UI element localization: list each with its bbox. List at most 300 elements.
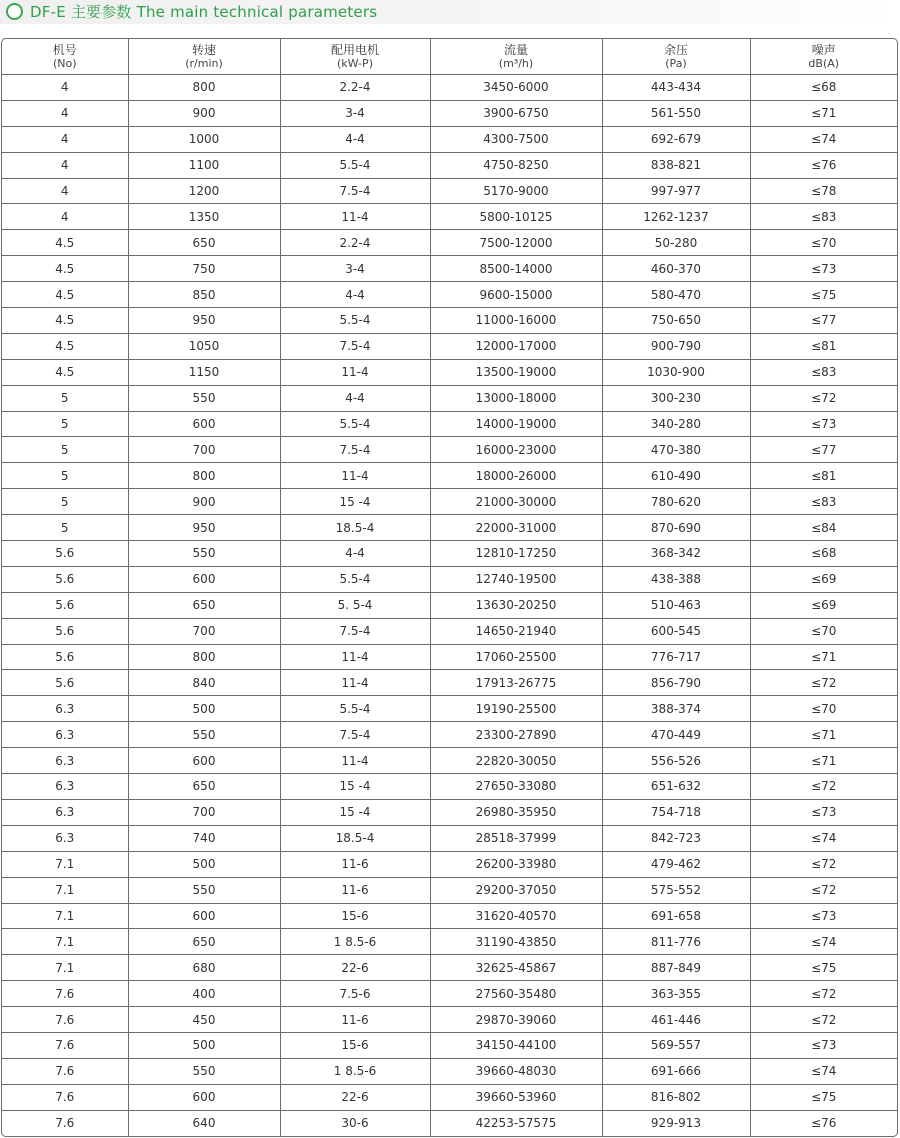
- cell-motor: 15-6: [280, 903, 430, 929]
- cell-speed: 840: [128, 670, 280, 696]
- cell-motor: 7.5-4: [280, 722, 430, 748]
- cell-model-no: 7.6: [2, 1058, 128, 1084]
- table-row: [2, 126, 897, 152]
- cell-speed: 550: [128, 1058, 280, 1084]
- cell-model-no: 7.6: [2, 1084, 128, 1110]
- cell-model-no: 4: [2, 126, 128, 152]
- cell-pressure: 776-717: [602, 644, 750, 670]
- cell-airflow: 5170-9000: [430, 178, 602, 204]
- cell-pressure: 510-463: [602, 592, 750, 618]
- table-row: [2, 333, 897, 359]
- cell-speed: 800: [128, 644, 280, 670]
- section-title: DF-E 主要参数 The main technical parameters: [30, 3, 378, 21]
- cell-speed: 950: [128, 515, 280, 541]
- cell-pressure: 569-557: [602, 1032, 750, 1058]
- cell-motor: 7.5-4: [280, 618, 430, 644]
- cell-pressure: 340-280: [602, 411, 750, 437]
- cell-pressure: 750-650: [602, 308, 750, 334]
- cell-noise: ≤71: [750, 644, 897, 670]
- cell-noise: ≤72: [750, 774, 897, 800]
- cell-motor: 2.2-4: [280, 75, 430, 101]
- cell-pressure: 388-374: [602, 696, 750, 722]
- cell-speed: 500: [128, 851, 280, 877]
- cell-motor: 5.5-4: [280, 696, 430, 722]
- table-row: [2, 696, 897, 722]
- cell-pressure: 870-690: [602, 515, 750, 541]
- cell-noise: ≤77: [750, 308, 897, 334]
- cell-motor: 11-4: [280, 359, 430, 385]
- table-row: [2, 825, 897, 851]
- cell-speed: 650: [128, 230, 280, 256]
- table-row: [2, 541, 897, 567]
- cell-airflow: 22000-31000: [430, 515, 602, 541]
- cell-motor: 15-6: [280, 1032, 430, 1058]
- cell-motor: 5.5-4: [280, 566, 430, 592]
- cell-model-no: 4: [2, 178, 128, 204]
- cell-speed: 400: [128, 981, 280, 1007]
- cell-model-no: 6.3: [2, 696, 128, 722]
- cell-pressure: 816-802: [602, 1084, 750, 1110]
- cell-noise: ≤69: [750, 592, 897, 618]
- cell-pressure: 887-849: [602, 955, 750, 981]
- cell-noise: ≤78: [750, 178, 897, 204]
- cell-motor: 11-6: [280, 877, 430, 903]
- cell-model-no: 5.6: [2, 618, 128, 644]
- cell-model-no: 7.6: [2, 1110, 128, 1135]
- cell-motor: 15 -4: [280, 489, 430, 515]
- table-row: [2, 230, 897, 256]
- cell-model-no: 7.1: [2, 903, 128, 929]
- table-row: [2, 178, 897, 204]
- cell-speed: 1150: [128, 359, 280, 385]
- cell-speed: 650: [128, 592, 280, 618]
- cell-airflow: 29200-37050: [430, 877, 602, 903]
- table-row: [2, 515, 897, 541]
- cell-airflow: 12000-17000: [430, 333, 602, 359]
- cell-motor: 22-6: [280, 1084, 430, 1110]
- cell-motor: 30-6: [280, 1110, 430, 1135]
- cell-pressure: 780-620: [602, 489, 750, 515]
- cell-model-no: 7.1: [2, 929, 128, 955]
- table-row: [2, 437, 897, 463]
- table-row: [2, 1032, 897, 1058]
- cell-noise: ≤70: [750, 230, 897, 256]
- cell-noise: ≤71: [750, 722, 897, 748]
- cell-motor: 4-4: [280, 126, 430, 152]
- cell-airflow: 17060-25500: [430, 644, 602, 670]
- cell-airflow: 13500-19000: [430, 359, 602, 385]
- cell-noise: ≤71: [750, 100, 897, 126]
- table-row: [2, 1007, 897, 1033]
- parameters-table-frame: [1, 38, 898, 1137]
- cell-model-no: 4: [2, 152, 128, 178]
- cell-model-no: 7.1: [2, 955, 128, 981]
- cell-pressure: 997-977: [602, 178, 750, 204]
- cell-model-no: 7.1: [2, 877, 128, 903]
- cell-speed: 450: [128, 1007, 280, 1033]
- table-row: [2, 359, 897, 385]
- header-airflow: 流量 (m³/h): [430, 39, 602, 75]
- cell-noise: ≤72: [750, 1007, 897, 1033]
- cell-speed: 950: [128, 308, 280, 334]
- cell-noise: ≤74: [750, 929, 897, 955]
- cell-noise: ≤81: [750, 333, 897, 359]
- cell-speed: 1100: [128, 152, 280, 178]
- cell-airflow: 31190-43850: [430, 929, 602, 955]
- section-title-bar: [0, 0, 900, 24]
- cell-speed: 1000: [128, 126, 280, 152]
- cell-pressure: 691-666: [602, 1058, 750, 1084]
- cell-speed: 640: [128, 1110, 280, 1135]
- cell-airflow: 7500-12000: [430, 230, 602, 256]
- cell-airflow: 12740-19500: [430, 566, 602, 592]
- cell-noise: ≤72: [750, 385, 897, 411]
- cell-speed: 600: [128, 903, 280, 929]
- cell-pressure: 811-776: [602, 929, 750, 955]
- table-row: [2, 1058, 897, 1084]
- cell-noise: ≤73: [750, 1032, 897, 1058]
- cell-pressure: 856-790: [602, 670, 750, 696]
- header-motor: 配用电机 (kW-P): [280, 39, 430, 75]
- cell-airflow: 16000-23000: [430, 437, 602, 463]
- table-row: [2, 799, 897, 825]
- cell-motor: 4-4: [280, 385, 430, 411]
- cell-model-no: 5.6: [2, 644, 128, 670]
- cell-airflow: 12810-17250: [430, 541, 602, 567]
- cell-model-no: 4.5: [2, 256, 128, 282]
- cell-speed: 550: [128, 385, 280, 411]
- table-row: [2, 644, 897, 670]
- cell-motor: 4-4: [280, 541, 430, 567]
- cell-model-no: 4.5: [2, 230, 128, 256]
- cell-airflow: 26200-33980: [430, 851, 602, 877]
- table-row: [2, 592, 897, 618]
- table-row: [2, 851, 897, 877]
- cell-pressure: 470-380: [602, 437, 750, 463]
- cell-speed: 700: [128, 618, 280, 644]
- cell-model-no: 7.6: [2, 981, 128, 1007]
- cell-airflow: 39660-53960: [430, 1084, 602, 1110]
- cell-speed: 600: [128, 748, 280, 774]
- cell-speed: 500: [128, 1032, 280, 1058]
- cell-pressure: 900-790: [602, 333, 750, 359]
- cell-noise: ≤75: [750, 955, 897, 981]
- cell-airflow: 21000-30000: [430, 489, 602, 515]
- cell-noise: ≤71: [750, 748, 897, 774]
- cell-motor: 1 8.5-6: [280, 1058, 430, 1084]
- cell-noise: ≤70: [750, 618, 897, 644]
- cell-airflow: 14000-19000: [430, 411, 602, 437]
- header-model-no: 机号 (No): [52, 42, 77, 70]
- cell-model-no: 5: [2, 411, 128, 437]
- cell-model-no: 6.3: [2, 748, 128, 774]
- cell-noise: ≤69: [750, 566, 897, 592]
- cell-airflow: 14650-21940: [430, 618, 602, 644]
- cell-motor: 2.2-4: [280, 230, 430, 256]
- cell-speed: 500: [128, 696, 280, 722]
- cell-airflow: 26980-35950: [430, 799, 602, 825]
- table-row: [2, 1110, 897, 1135]
- cell-airflow: 19190-25500: [430, 696, 602, 722]
- table-header-row: [2, 39, 897, 75]
- cell-noise: ≤73: [750, 903, 897, 929]
- cell-airflow: 4750-8250: [430, 152, 602, 178]
- cell-noise: ≤73: [750, 256, 897, 282]
- cell-noise: ≤73: [750, 799, 897, 825]
- cell-airflow: 31620-40570: [430, 903, 602, 929]
- cell-speed: 600: [128, 411, 280, 437]
- cell-pressure: 600-545: [602, 618, 750, 644]
- cell-model-no: 5: [2, 489, 128, 515]
- circle-icon: [6, 3, 23, 20]
- cell-pressure: 556-526: [602, 748, 750, 774]
- cell-noise: ≤74: [750, 825, 897, 851]
- cell-model-no: 5: [2, 515, 128, 541]
- table-row: [2, 152, 897, 178]
- cell-motor: 22-6: [280, 955, 430, 981]
- cell-speed: 650: [128, 774, 280, 800]
- cell-model-no: 5.6: [2, 566, 128, 592]
- cell-airflow: 9600-15000: [430, 282, 602, 308]
- cell-motor: 15 -4: [280, 774, 430, 800]
- table-row: [2, 722, 897, 748]
- cell-airflow: 18000-26000: [430, 463, 602, 489]
- table-row: [2, 411, 897, 437]
- cell-airflow: 34150-44100: [430, 1032, 602, 1058]
- cell-airflow: 27650-33080: [430, 774, 602, 800]
- cell-noise: ≤73: [750, 411, 897, 437]
- cell-speed: 1050: [128, 333, 280, 359]
- table-row: [2, 385, 897, 411]
- table-row: [2, 955, 897, 981]
- cell-pressure: 575-552: [602, 877, 750, 903]
- table-row: [2, 929, 897, 955]
- cell-speed: 900: [128, 100, 280, 126]
- cell-motor: 3-4: [280, 100, 430, 126]
- table-row: [2, 748, 897, 774]
- cell-pressure: 754-718: [602, 799, 750, 825]
- cell-speed: 700: [128, 799, 280, 825]
- cell-noise: ≤72: [750, 670, 897, 696]
- cell-pressure: 470-449: [602, 722, 750, 748]
- header-noise: 噪声 dB(A): [750, 39, 897, 75]
- cell-noise: ≤75: [750, 1084, 897, 1110]
- cell-model-no: 7.6: [2, 1032, 128, 1058]
- cell-model-no: 6.3: [2, 799, 128, 825]
- cell-airflow: 11000-16000: [430, 308, 602, 334]
- cell-model-no: 7.1: [2, 851, 128, 877]
- cell-model-no: 5.6: [2, 670, 128, 696]
- cell-pressure: 561-550: [602, 100, 750, 126]
- cell-airflow: 5800-10125: [430, 204, 602, 230]
- cell-motor: 11-6: [280, 851, 430, 877]
- cell-motor: 3-4: [280, 256, 430, 282]
- cell-motor: 11-4: [280, 463, 430, 489]
- cell-motor: 11-4: [280, 204, 430, 230]
- cell-speed: 750: [128, 256, 280, 282]
- cell-airflow: 8500-14000: [430, 256, 602, 282]
- cell-pressure: 50-280: [602, 230, 750, 256]
- cell-speed: 800: [128, 75, 280, 101]
- table-row: [2, 618, 897, 644]
- cell-motor: 18.5-4: [280, 515, 430, 541]
- cell-pressure: 460-370: [602, 256, 750, 282]
- cell-motor: 4-4: [280, 282, 430, 308]
- cell-airflow: 42253-57575: [430, 1110, 602, 1135]
- cell-pressure: 838-821: [602, 152, 750, 178]
- cell-speed: 680: [128, 955, 280, 981]
- cell-model-no: 5: [2, 463, 128, 489]
- cell-pressure: 438-388: [602, 566, 750, 592]
- cell-model-no: 4: [2, 75, 128, 101]
- cell-pressure: 368-342: [602, 541, 750, 567]
- table-row: [2, 903, 897, 929]
- cell-airflow: 29870-39060: [430, 1007, 602, 1033]
- cell-noise: ≤76: [750, 152, 897, 178]
- cell-noise: ≤83: [750, 359, 897, 385]
- cell-model-no: 5.6: [2, 592, 128, 618]
- cell-noise: ≤81: [750, 463, 897, 489]
- cell-airflow: 3450-6000: [430, 75, 602, 101]
- cell-motor: 5.5-4: [280, 308, 430, 334]
- table-row: [2, 981, 897, 1007]
- cell-airflow: 27560-35480: [430, 981, 602, 1007]
- table-row: [2, 670, 897, 696]
- cell-model-no: 6.3: [2, 825, 128, 851]
- cell-speed: 600: [128, 1084, 280, 1110]
- cell-speed: 550: [128, 877, 280, 903]
- table-row: [2, 774, 897, 800]
- cell-airflow: 39660-48030: [430, 1058, 602, 1084]
- cell-pressure: 610-490: [602, 463, 750, 489]
- cell-noise: ≤72: [750, 877, 897, 903]
- cell-noise: ≤70: [750, 696, 897, 722]
- cell-noise: ≤77: [750, 437, 897, 463]
- cell-pressure: 651-632: [602, 774, 750, 800]
- table-row: [2, 1084, 897, 1110]
- cell-airflow: 32625-45867: [430, 955, 602, 981]
- header-speed: 转速 (r/min): [128, 39, 280, 75]
- parameters-table: [2, 39, 897, 1136]
- cell-airflow: 22820-30050: [430, 748, 602, 774]
- cell-pressure: 461-446: [602, 1007, 750, 1033]
- cell-motor: 7.5-4: [280, 333, 430, 359]
- cell-noise: ≤72: [750, 851, 897, 877]
- cell-motor: 5.5-4: [280, 152, 430, 178]
- cell-pressure: 580-470: [602, 282, 750, 308]
- cell-motor: 18.5-4: [280, 825, 430, 851]
- cell-model-no: 4: [2, 100, 128, 126]
- cell-speed: 650: [128, 929, 280, 955]
- cell-model-no: 7.6: [2, 1007, 128, 1033]
- cell-pressure: 300-230: [602, 385, 750, 411]
- cell-speed: 1200: [128, 178, 280, 204]
- table-row: [2, 463, 897, 489]
- cell-airflow: 3900-6750: [430, 100, 602, 126]
- cell-model-no: 4.5: [2, 308, 128, 334]
- cell-airflow: 28518-37999: [430, 825, 602, 851]
- cell-model-no: 4.5: [2, 359, 128, 385]
- cell-motor: 1 8.5-6: [280, 929, 430, 955]
- table-row: [2, 282, 897, 308]
- cell-noise: ≤75: [750, 282, 897, 308]
- table-row: [2, 308, 897, 334]
- cell-model-no: 5: [2, 385, 128, 411]
- cell-noise: ≤68: [750, 75, 897, 101]
- cell-speed: 850: [128, 282, 280, 308]
- cell-pressure: 363-355: [602, 981, 750, 1007]
- cell-motor: 11-4: [280, 748, 430, 774]
- cell-model-no: 6.3: [2, 774, 128, 800]
- cell-noise: ≤83: [750, 204, 897, 230]
- table-row: [2, 566, 897, 592]
- cell-model-no: 5.6: [2, 541, 128, 567]
- cell-motor: 5. 5-4: [280, 592, 430, 618]
- cell-model-no: 4: [2, 204, 128, 230]
- cell-speed: 600: [128, 566, 280, 592]
- cell-noise: ≤72: [750, 981, 897, 1007]
- cell-pressure: 842-723: [602, 825, 750, 851]
- cell-noise: ≤68: [750, 541, 897, 567]
- cell-speed: 1350: [128, 204, 280, 230]
- cell-noise: ≤83: [750, 489, 897, 515]
- cell-speed: 550: [128, 722, 280, 748]
- table-row: [2, 204, 897, 230]
- cell-motor: 5.5-4: [280, 411, 430, 437]
- cell-airflow: 13630-20250: [430, 592, 602, 618]
- cell-motor: 11-4: [280, 670, 430, 696]
- cell-noise: ≤74: [750, 1058, 897, 1084]
- cell-pressure: 479-462: [602, 851, 750, 877]
- cell-pressure: 443-434: [602, 75, 750, 101]
- cell-noise: ≤76: [750, 1110, 897, 1135]
- cell-airflow: 17913-26775: [430, 670, 602, 696]
- header-pressure: 余压 (Pa): [602, 39, 750, 75]
- cell-pressure: 691-658: [602, 903, 750, 929]
- cell-motor: 11-6: [280, 1007, 430, 1033]
- cell-speed: 740: [128, 825, 280, 851]
- cell-pressure: 692-679: [602, 126, 750, 152]
- cell-speed: 700: [128, 437, 280, 463]
- cell-motor: 7.5-4: [280, 178, 430, 204]
- table-row: [2, 100, 897, 126]
- cell-motor: 11-4: [280, 644, 430, 670]
- cell-noise: ≤84: [750, 515, 897, 541]
- cell-pressure: 1030-900: [602, 359, 750, 385]
- cell-motor: 7.5-6: [280, 981, 430, 1007]
- cell-airflow: 23300-27890: [430, 722, 602, 748]
- cell-model-no: 4.5: [2, 333, 128, 359]
- cell-airflow: 13000-18000: [430, 385, 602, 411]
- cell-noise: ≤74: [750, 126, 897, 152]
- cell-motor: 15 -4: [280, 799, 430, 825]
- cell-pressure: 929-913: [602, 1110, 750, 1135]
- cell-speed: 900: [128, 489, 280, 515]
- table-row: [2, 256, 897, 282]
- cell-model-no: 6.3: [2, 722, 128, 748]
- cell-model-no: 4.5: [2, 282, 128, 308]
- table-row: [2, 75, 897, 101]
- cell-speed: 550: [128, 541, 280, 567]
- cell-airflow: 4300-7500: [430, 126, 602, 152]
- cell-motor: 7.5-4: [280, 437, 430, 463]
- table-row: [2, 877, 897, 903]
- table-row: [2, 489, 897, 515]
- cell-pressure: 1262-1237: [602, 204, 750, 230]
- table-body: [2, 75, 897, 1136]
- cell-speed: 800: [128, 463, 280, 489]
- cell-model-no: 5: [2, 437, 128, 463]
